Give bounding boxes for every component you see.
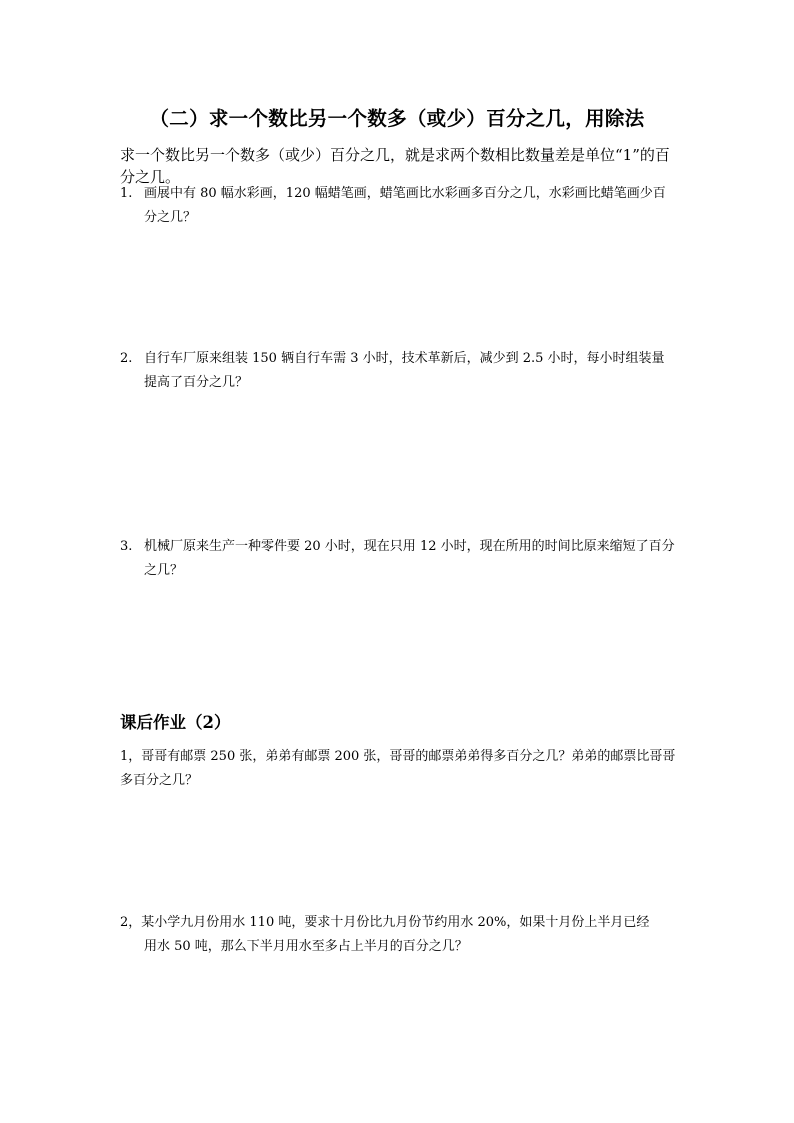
- homework-item-2: [120, 911, 676, 959]
- intro-paragraph: 求一个数比另一个数多（或少）百分之几，就是求两个数相比数量差是单位“1”的百分之几。: [120, 146, 670, 186]
- homework-title: 课后作业（2）: [120, 713, 231, 732]
- problem-number: 3.: [120, 539, 133, 554]
- problem-number: 1.: [120, 186, 133, 201]
- homework-text: 1，哥哥有邮票 250 张，弟弟有邮票 200 张，哥哥的邮票弟弟得多百分之几？弟弟的邮票比哥哥多百分之几？: [120, 749, 676, 788]
- problem-text: 画展中有 80 幅水彩画，120 幅蜡笔画，蜡笔画比水彩画多百分之几，水彩画比蜡笔画少百分之几？: [144, 186, 666, 225]
- problem-1: [120, 182, 676, 230]
- problem-2: [120, 347, 676, 395]
- problem-number: 2.: [120, 351, 133, 366]
- homework-text-line-1: 2，某小学九月份用水 110 吨，要求十月份比九月份节约用水 20%，如果十月份上半月已经: [120, 915, 650, 930]
- homework-text-line-2: 用水 50 吨，那么下半月用水至多占上半月的百分之几？: [144, 939, 468, 954]
- problem-3: [120, 535, 676, 583]
- problem-text: 自行车厂原来组装 150 辆自行车需 3 小时，技术革新后，减少到 2.5 小时，每小时组装量提高了百分之几？: [144, 351, 665, 390]
- homework-item-1: [120, 745, 676, 793]
- page-title: （二）求一个数比另一个数多（或少）百分之几，用除法: [149, 107, 645, 130]
- problem-text: 机械厂原来生产一种零件要 20 小时，现在只用 12 小时，现在所用的时间比原来缩短了百分之几？: [144, 539, 675, 578]
